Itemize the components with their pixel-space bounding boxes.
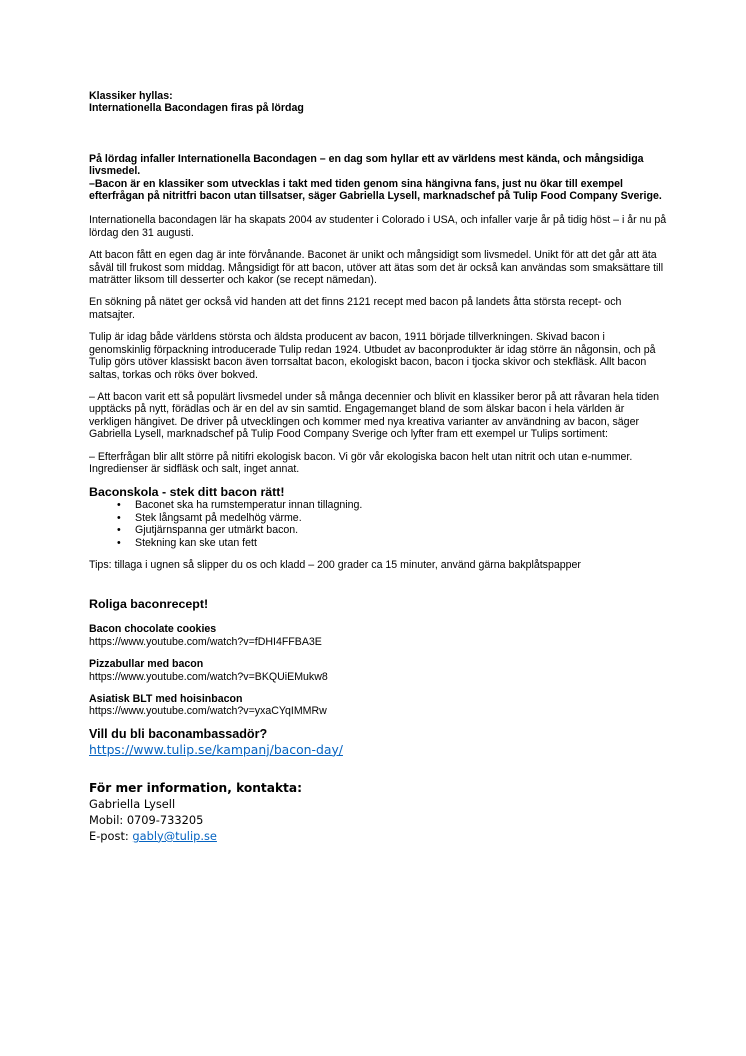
ambassador-link[interactable]: https://www.tulip.se/kampanj/bacon-day/ (89, 741, 343, 757)
kicker: Klassiker hyllas: (89, 90, 173, 102)
contact-heading: För mer information, kontakta: (89, 780, 302, 795)
list-item: • Gjutjärnspanna ger utmärkt bacon. (117, 524, 669, 536)
lead (89, 153, 669, 203)
contact-name: Gabriella Lysell (89, 796, 176, 811)
recipe-title: Pizzabullar med bacon (89, 658, 204, 671)
recipes-heading: Roliga baconrecept! (89, 597, 209, 612)
ambassador-link-line (89, 742, 669, 758)
body-paragraph-2: Att bacon fått en egen dag är inte förvånande. Baconet är unikt och mångsidigt som livsmedel. Unikt för att det går att äta såväl till frukost som middag. Mångsidigt för att bacon, utöver att ätas som det är också kan användas som smaksättare till maträtter liksom till desserter och kakor (se recept nämedan). (89, 249, 664, 287)
contact-block (89, 780, 669, 844)
contact-email-line (89, 828, 669, 844)
header (89, 90, 669, 115)
recipe-title: Asiatisk BLT med hoisinbacon (89, 693, 243, 705)
recipe-item (89, 658, 669, 683)
recipe-url: https://www.youtube.com/watch?v=yxaCYqIMMRw (89, 705, 327, 718)
body-paragraph-3: En sökning på nätet ger också vid handen att det finns 2121 recept med bacon på landets åtta största recept- och matsajter. (89, 296, 622, 321)
body-paragraph-6: – Efterfrågan blir allt större på nitifri ekologisk bacon. Vi gör vår ekologiska bacon helt utan nitrit och utan e-nummer. Ingredienser är sidfläsk och salt, inget annat. (89, 450, 633, 475)
tip-text: Tips: tillaga i ugnen så slipper du os och kladd – 200 grader ca 15 minuter, använd gärna bakplåtspapper (89, 558, 581, 571)
recipe-item (89, 693, 669, 718)
recipe-url: https://www.youtube.com/watch?v=BKQUiEMukw8 (89, 670, 328, 683)
recipe-url: https://www.youtube.com/watch?v=fDHI4FFBA3E (89, 635, 322, 648)
recipe-title: Bacon chocolate cookies (89, 623, 217, 636)
document-content (89, 90, 669, 844)
body-paragraph-5: – Att bacon varit ett så populärt livsmedel under så många decennier och blivit en klassiker beror på att råvaran hela tiden upptäcks på nytt, förädlas och är en del av sin samtid. Engagemanget bland de som älskar bacon i hela världen är verkligen hängivet. De driver på utvecklingen och kommer med nya kreativa varianter av användning av bacon, säger Gabriella Lysell, marknadschef på Tulip Food Company Sverige och lyfter fram ett exempel ur Tulips sortiment: (89, 390, 660, 441)
ambassador-heading: Vill du bli baconambassadör? (89, 726, 268, 741)
list-item: • Stekning kan ske utan fett (117, 537, 669, 549)
contact-email-label: E-post: (89, 828, 133, 843)
contact-email-link[interactable]: gably@tulip.se (132, 828, 217, 843)
body-paragraph-4: Tulip är idag både världens största och äldsta producent av bacon, 1911 började tillverkningen. Skivad bacon i genomskinlig förpackning introducerade Tulip redan 1924. Utbudet av baconprodukter är idag större än någonsin, och på Tulip görs utöver klassiskt bacon även torrsaltat bacon, ekologiskt bacon, bacon i tjocka skivor och stekfläsk. Allt bacon saltas, torkas och röks över bokved. (89, 331, 656, 381)
recipe-item (89, 623, 669, 648)
list-item: • Stek långsamt på medelhög värme. (117, 512, 669, 524)
list-item: • Baconet ska ha rumstemperatur innan tillagning. (117, 499, 669, 511)
contact-mobile: Mobil: 0709-733205 (89, 812, 204, 827)
lead-line-2: –Bacon är en klassiker som utvecklas i takt med tiden genom sina hängivna fans, just nu ökar till exempel efterfrågan på nitritfri bacon utan tillsatser, säger Gabriella Lysell, marknadschef på Tulip Food Company Sverige. (89, 177, 662, 203)
lead-line-1: På lördag infaller Internationella Bacondagen – en dag som hyllar ett av världens mest kända, och mångsidiga livsmedel. (89, 152, 644, 178)
body-paragraph-1: Internationella bacondagen lär ha skapats 2004 av studenter i Colorado i USA, och infaller varje år på tidig höst – i år nu på lördag den 31 augusti. (89, 214, 667, 239)
headline: Internationella Bacondagen firas på lördag (89, 102, 304, 115)
bacon-school-heading: Baconskola - stek ditt bacon rätt! (89, 485, 285, 500)
bacon-school-list (89, 499, 669, 549)
